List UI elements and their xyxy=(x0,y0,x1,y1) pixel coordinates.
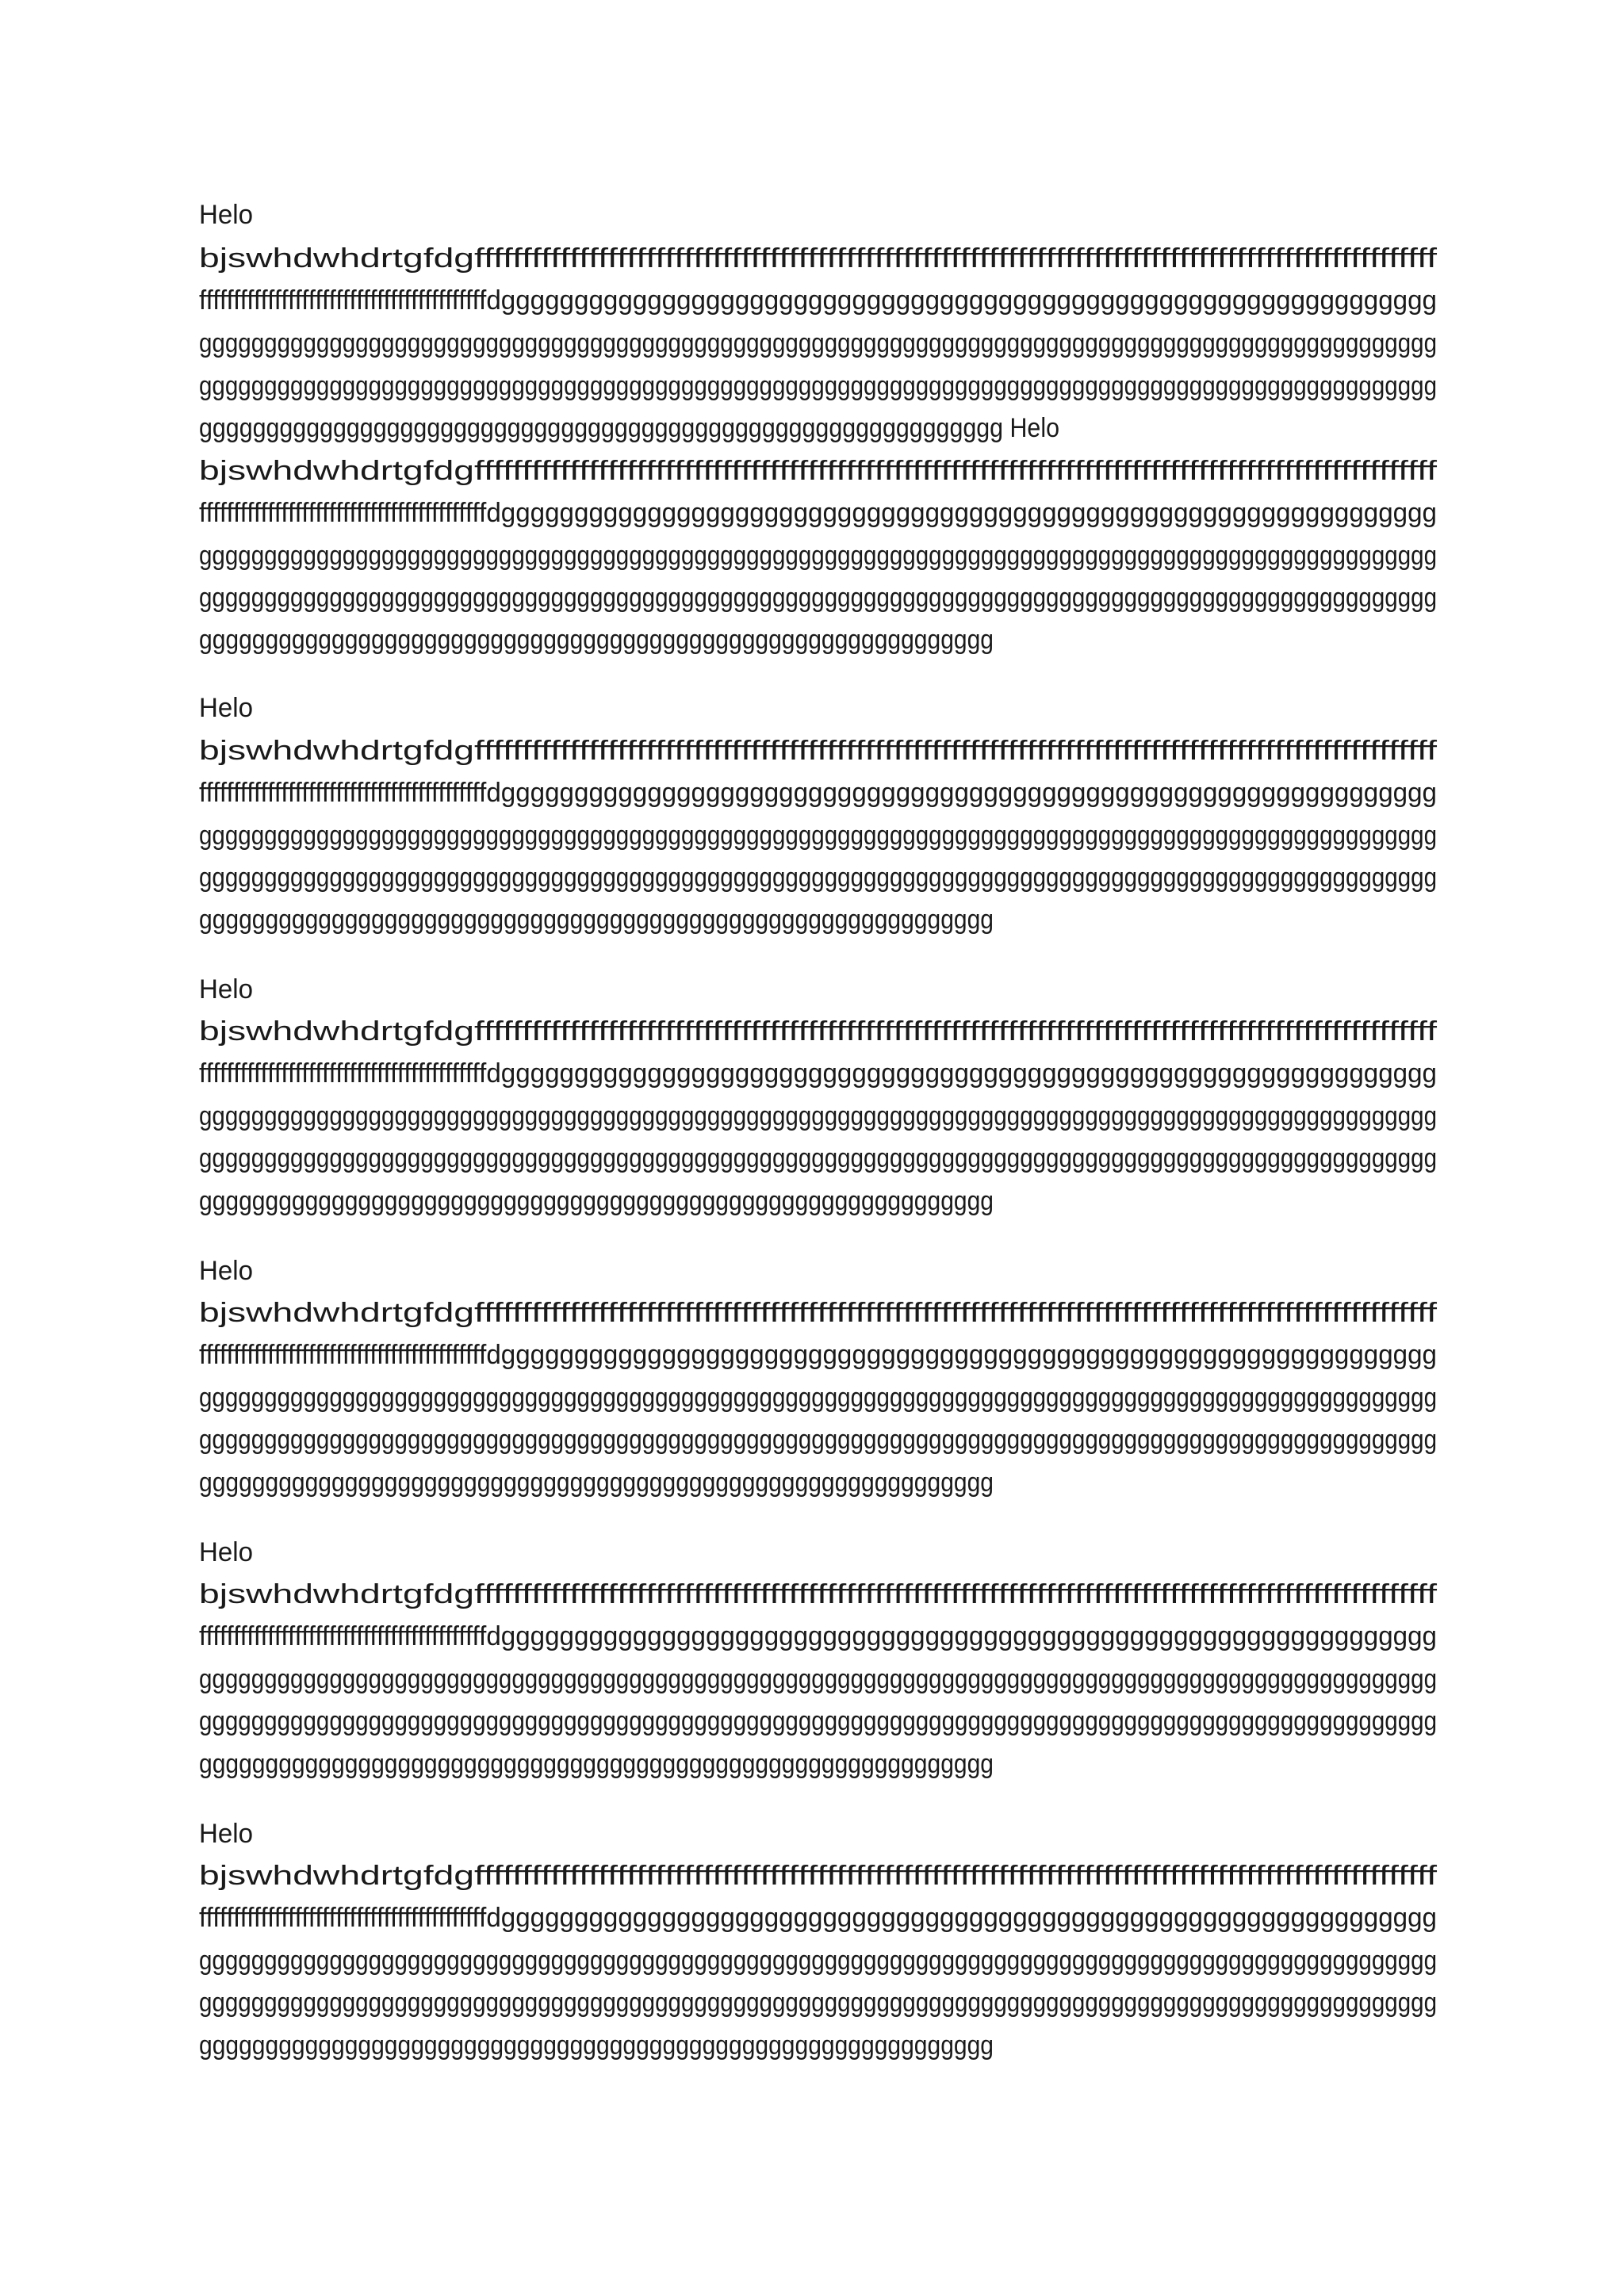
paragraph-text-line: bjswhdwhdrtgfdgfffffffffffffffffffffffffffffffffffffffffffffffffffffffffffffffffffffffffffffffffffffffffffffffffffff xyxy=(199,243,1437,274)
paragraph-text-line: ggggggggggggggggggggggggggggggggggggggggggggggggggggggggggggggggggggggggggggggggggggggggggggggg xyxy=(199,1142,1437,1173)
paragraph-text-line: ffffffffffffffffffffffffffffffffffffffffffdgggggggggggggggggggggggggggggggggggggggggggggggggggggggggggggggg xyxy=(199,1339,1437,1370)
paragraph-text-line: ffffffffffffffffffffffffffffffffffffffffffdgggggggggggggggggggggggggggggggggggggggggggggggggggggggggggggggg xyxy=(199,285,1437,316)
paragraph-text-line: gggggggggggggggggggggggggggggggggggggggggggggggggggggggggggg xyxy=(199,1185,994,1216)
paragraph-text-line: gggggggggggggggggggggggggggggggggggggggggggggggggggggggggggg xyxy=(199,904,994,935)
paragraph-text-line: ggggggggggggggggggggggggggggggggggggggggggggggggggggggggggggggggggggggggggggggggggggggggggggggg xyxy=(199,540,1437,571)
paragraph-text-line: ffffffffffffffffffffffffffffffffffffffffffdgggggggggggggggggggggggggggggggggggggggggggggggggggggggggggggggg xyxy=(199,777,1437,808)
paragraph-text-line: bjswhdwhdrtgfdgfffffffffffffffffffffffffffffffffffffffffffffffffffffffffffffffffffffffffffffffffffffffffffffffffffff xyxy=(199,735,1437,766)
paragraph-text-line: gggggggggggggggggggggggggggggggggggggggggggggggggggggggggggg Helo xyxy=(199,412,1059,443)
paragraph-text-line: ggggggggggggggggggggggggggggggggggggggggggggggggggggggggggggggggggggggggggggggggggggggggggggggg xyxy=(199,1705,1437,1736)
paragraph-text-line: bjswhdwhdrtgfdgfffffffffffffffffffffffffffffffffffffffffffffffffffffffffffffffffffffffffffffffffffffffffffffffffffff xyxy=(199,1860,1437,1891)
paragraph-heading-text: Helo xyxy=(199,199,253,230)
paragraph-text-line: ggggggggggggggggggggggggggggggggggggggggggggggggggggggggggggggggggggggggggggggggggggggggggggggg xyxy=(199,1987,1437,2018)
paragraph-text-line: ggggggggggggggggggggggggggggggggggggggggggggggggggggggggggggggggggggggggggggggggggggggggggggggg xyxy=(199,1100,1437,1131)
paragraph-text-line: ggggggggggggggggggggggggggggggggggggggggggggggggggggggggggggggggggggggggggggggggggggggggggggggg xyxy=(199,327,1437,358)
paragraph-text-line: ffffffffffffffffffffffffffffffffffffffffffdgggggggggggggggggggggggggggggggggggggggggggggggggggggggggggggggg xyxy=(199,497,1437,528)
paragraph-text-line: ggggggggggggggggggggggggggggggggggggggggggggggggggggggggggggggggggggggggggggggggggggggggggggggg xyxy=(199,1424,1437,1455)
paragraph-text-line: ggggggggggggggggggggggggggggggggggggggggggggggggggggggggggggggggggggggggggggggggggggggggggggggg xyxy=(199,1382,1437,1413)
paragraph-text-line: bjswhdwhdrtgfdgfffffffffffffffffffffffffffffffffffffffffffffffffffffffffffffffffffffffffffffffffffffffffffffffffffff xyxy=(199,1578,1437,1609)
paragraph-heading-text: Helo xyxy=(199,1255,253,1286)
paragraph-text-line: ggggggggggggggggggggggggggggggggggggggggggggggggggggggggggggggggggggggggggggggggggggggggggggggg xyxy=(199,582,1437,613)
paragraph-text-line: ggggggggggggggggggggggggggggggggggggggggggggggggggggggggggggggggggggggggggggggggggggggggggggggg xyxy=(199,370,1437,401)
paragraph-text-line: bjswhdwhdrtgfdgfffffffffffffffffffffffffffffffffffffffffffffffffffffffffffffffffffffffffffffffffffffffffffffffffffff xyxy=(199,455,1437,486)
paragraph-text-line: ggggggggggggggggggggggggggggggggggggggggggggggggggggggggggggggggggggggggggggggggggggggggggggggg xyxy=(199,1945,1437,1976)
paragraph-text-line: ggggggggggggggggggggggggggggggggggggggggggggggggggggggggggggggggggggggggggggggggggggggggggggggg xyxy=(199,820,1437,851)
paragraph-heading-text: Helo xyxy=(199,692,253,723)
paragraph-text-line: gggggggggggggggggggggggggggggggggggggggggggggggggggggggggggg xyxy=(199,2030,994,2061)
paragraph-heading-text: Helo xyxy=(199,974,253,1004)
paragraph-heading-text: Helo xyxy=(199,1818,253,1849)
paragraph-text-line: bjswhdwhdrtgfdgfffffffffffffffffffffffffffffffffffffffffffffffffffffffffffffffffffffffffffffffffffffffffffffffffffff xyxy=(199,1297,1437,1328)
paragraph-text-line: ggggggggggggggggggggggggggggggggggggggggggggggggggggggggggggggggggggggggggggggggggggggggggggggg xyxy=(199,862,1437,893)
paragraph-text-line: gggggggggggggggggggggggggggggggggggggggggggggggggggggggggggg xyxy=(199,1748,994,1779)
paragraph-text-line: ggggggggggggggggggggggggggggggggggggggggggggggggggggggggggggggggggggggggggggggggggggggggggggggg xyxy=(199,1663,1437,1694)
paragraph-text-line: ffffffffffffffffffffffffffffffffffffffffffdgggggggggggggggggggggggggggggggggggggggggggggggggggggggggggggggg xyxy=(199,1621,1437,1651)
paragraph-text-line: gggggggggggggggggggggggggggggggggggggggggggggggggggggggggggg xyxy=(199,624,994,655)
paragraph-heading-text: Helo xyxy=(199,1536,253,1567)
paragraph-text-line: gggggggggggggggggggggggggggggggggggggggggggggggggggggggggggg xyxy=(199,1467,994,1498)
paragraph-text-line: ffffffffffffffffffffffffffffffffffffffffffdgggggggggggggggggggggggggggggggggggggggggggggggggggggggggggggggg xyxy=(199,1058,1437,1089)
paragraph-text-line: bjswhdwhdrtgfdgfffffffffffffffffffffffffffffffffffffffffffffffffffffffffffffffffffffffffffffffffffffffffffffffffffff xyxy=(199,1016,1437,1047)
paragraph-text-line: ffffffffffffffffffffffffffffffffffffffffffdgggggggggggggggggggggggggggggggggggggggggggggggggggggggggggggggg xyxy=(199,1902,1437,1933)
